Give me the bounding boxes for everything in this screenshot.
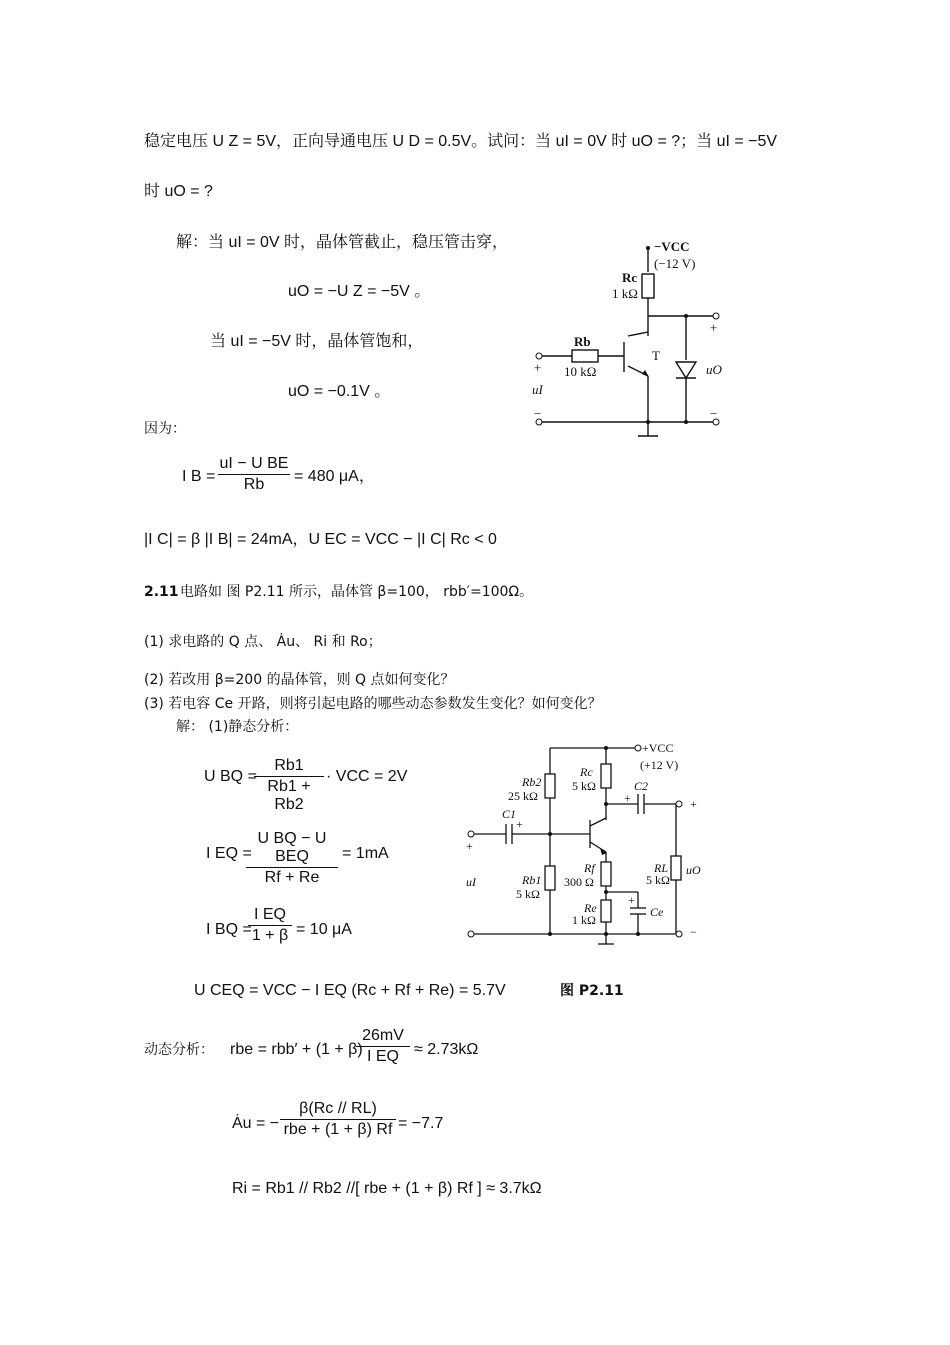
rb1-label: Rb1 bbox=[522, 873, 542, 887]
rb1-value: 5 kΩ bbox=[516, 887, 540, 901]
problem-statement: 电路如 图 P2.11 所示，晶体管 β=100， rbb′=100Ω。 bbox=[180, 584, 534, 600]
ic-equation: |I C| = β |I B| = 24mA，U EC = VCC − |I C| Rc < 0 bbox=[144, 531, 497, 548]
ubq-numerator: Rb1 bbox=[274, 757, 304, 774]
ibq-denominator: 1 + β bbox=[251, 927, 289, 944]
au-numerator: β(Rc // RL) bbox=[299, 1100, 377, 1117]
au-rhs: = −7.7 bbox=[398, 1115, 444, 1132]
ubq-fraction bbox=[254, 757, 324, 814]
c1-label: C1 bbox=[502, 807, 517, 821]
rb-value: 10 kΩ bbox=[564, 364, 597, 379]
line-question-uo: 时 uO = ? bbox=[144, 183, 213, 200]
ce-label: Ce bbox=[650, 905, 664, 919]
rc-label: Rc bbox=[622, 270, 638, 285]
rf-label: Rf bbox=[584, 861, 595, 875]
au-lhs: Ȧu = − bbox=[232, 1115, 280, 1132]
output-minus: − bbox=[690, 925, 697, 939]
c2-label: C2 bbox=[634, 779, 649, 793]
ib-rhs: = 480 μA， bbox=[294, 468, 375, 485]
ibq-numerator: I EQ bbox=[253, 906, 286, 923]
output-plus: + bbox=[690, 797, 697, 811]
dynamic-analysis-label: 动态分析： bbox=[144, 1042, 214, 1058]
output-minus: − bbox=[710, 406, 718, 421]
solution-case-1-equation: uO = −U Z = −5V 。 bbox=[288, 283, 431, 300]
question-2: (2) 若改用 β=200 的晶体管，则 Q 点如何变化？ bbox=[144, 672, 455, 688]
output-voltage-label: uO bbox=[686, 863, 701, 877]
ieq-lhs: I EQ = bbox=[206, 845, 252, 862]
ib-denominator: Rb bbox=[243, 476, 265, 493]
output-voltage-label: uO bbox=[706, 362, 722, 377]
rbe-lhs: rbe = rbb′ + (1 + β) bbox=[230, 1041, 363, 1058]
ri-equation: Ri = Rb1 // Rb2 //[ rbe + (1 + β) Rf ] ≈ 3.7kΩ bbox=[232, 1180, 542, 1197]
rb-label: Rb bbox=[574, 334, 591, 349]
ubq-rhs: · VCC = 2V bbox=[326, 768, 408, 785]
circuit-diagram-p2-11 bbox=[460, 738, 720, 950]
rb2-value: 25 kΩ bbox=[508, 789, 538, 803]
problem-number: 2.11 bbox=[144, 584, 179, 600]
rf-value: 300 Ω bbox=[564, 875, 594, 889]
uceq-equation: U CEQ = VCC − I EQ (Rc + Rf + Re) = 5.7V bbox=[194, 982, 506, 999]
question-1: (1) 求电路的 Q 点、 Ȧu、 Ri 和 Ro； bbox=[144, 634, 382, 650]
input-voltage-label: uI bbox=[466, 875, 476, 889]
ibq-rhs: = 10 μA bbox=[296, 921, 352, 938]
static-analysis-heading: 解： (1)静态分析： bbox=[176, 719, 299, 735]
ib-fraction bbox=[218, 455, 290, 494]
ib-lhs: I B = bbox=[182, 468, 216, 485]
ibq-fraction bbox=[248, 906, 292, 945]
rb2-label: Rb2 bbox=[522, 775, 542, 789]
output-plus: + bbox=[710, 320, 718, 335]
au-denominator: rbe + (1 + β) Rf bbox=[283, 1121, 393, 1138]
because-label: 因为： bbox=[144, 421, 186, 437]
circuit-diagram-zener bbox=[528, 236, 728, 446]
rc-value: 1 kΩ bbox=[612, 286, 638, 301]
ce-plus: + bbox=[628, 893, 635, 907]
input-plus: + bbox=[534, 360, 542, 375]
rc-label: Rc bbox=[580, 765, 593, 779]
ieq-fraction bbox=[246, 830, 338, 887]
rl-value: 5 kΩ bbox=[646, 873, 670, 887]
transistor-label: T bbox=[652, 348, 660, 363]
ibq-lhs: I BQ = bbox=[206, 921, 252, 938]
solution-case-2: 当 uI = −5V 时，晶体管饱和， bbox=[210, 333, 424, 350]
figure-caption-p2-11: 图 P2.11 bbox=[560, 983, 624, 999]
vcc-label: +VCC bbox=[642, 741, 674, 755]
vcc-value: (+12 V) bbox=[640, 758, 679, 772]
rbe-numerator: 26mV bbox=[362, 1027, 404, 1044]
solution-case-2-equation: uO = −0.1V 。 bbox=[288, 383, 391, 400]
input-plus: + bbox=[466, 839, 473, 853]
c2-plus: + bbox=[624, 791, 631, 805]
ieq-denominator: Rf + Re bbox=[264, 869, 320, 886]
ib-numerator: uI − U BE bbox=[219, 455, 289, 472]
re-value: 1 kΩ bbox=[572, 913, 596, 927]
rbe-denominator: I EQ bbox=[366, 1048, 399, 1065]
rl-label: RL bbox=[654, 861, 669, 875]
au-fraction bbox=[280, 1100, 396, 1139]
solution-case-1: 解：当 uI = 0V 时，晶体管截止，稳压管击穿， bbox=[176, 234, 509, 251]
re-label: Re bbox=[584, 901, 597, 915]
input-minus: − bbox=[534, 406, 542, 421]
ieq-rhs: = 1mA bbox=[342, 845, 389, 862]
rc-value: 5 kΩ bbox=[572, 779, 596, 793]
ubq-lhs: U BQ = bbox=[204, 768, 257, 785]
ieq-numerator: U BQ − U BEQ bbox=[257, 830, 327, 865]
input-voltage-label: uI bbox=[532, 382, 543, 397]
vcc-value: (−12 V) bbox=[654, 256, 696, 271]
vcc-label: −VCC bbox=[654, 239, 690, 254]
c1-plus: + bbox=[516, 817, 523, 831]
question-3: (3) 若电容 Ce 开路，则将引起电路的哪些动态参数发生变化？如何变化？ bbox=[144, 696, 602, 712]
rbe-rhs: ≈ 2.73kΩ bbox=[414, 1041, 479, 1058]
rbe-fraction bbox=[356, 1027, 410, 1066]
ubq-denominator: Rb1 + Rb2 bbox=[267, 778, 311, 813]
line-stable-voltage: 稳定电压 U Z = 5V，正向导通电压 U D = 0.5V。试问：当 uI = 0V 时 uO = ?；当 uI = −5V bbox=[144, 133, 778, 150]
